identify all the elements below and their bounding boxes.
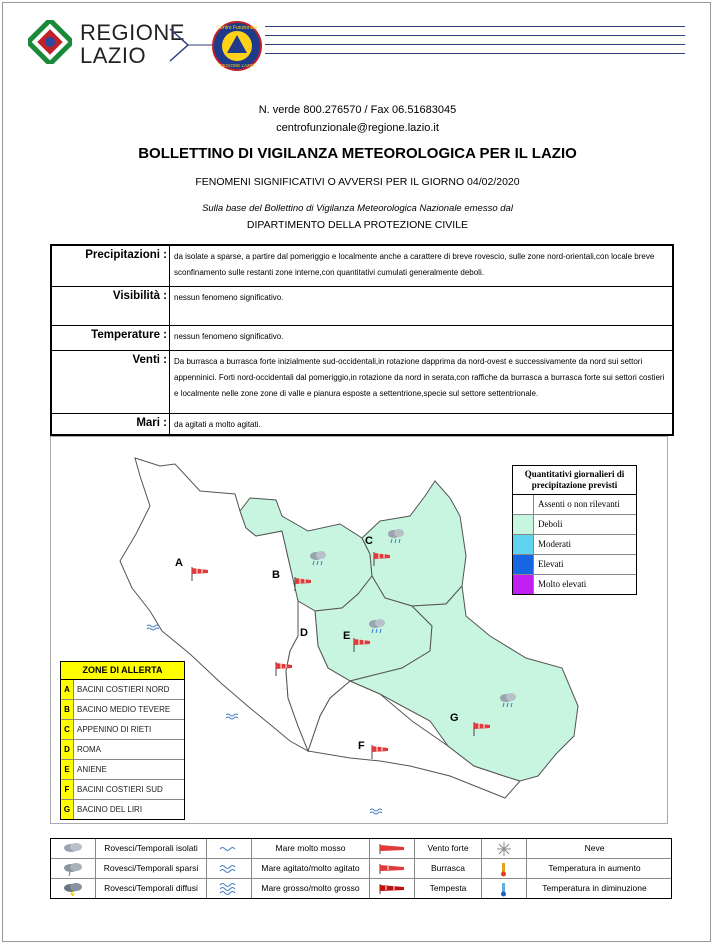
phenomena-row-precipitazioni xyxy=(52,246,672,287)
zone-label-e: E xyxy=(343,630,351,642)
precipitation-legend-item xyxy=(513,535,636,555)
zone-letter: C xyxy=(61,720,74,739)
sea-heavy-icon xyxy=(207,879,252,898)
sea-wave-icon xyxy=(226,714,238,719)
contact-email[interactable]: centrofunzionale@regione.lazio.it xyxy=(276,122,439,134)
regione-lazio-emblem-icon xyxy=(28,20,72,64)
sea-wave-icon xyxy=(147,625,159,630)
bulletin-basis: Sulla base del Bollettino di Vigilanza Meteorologica Nazionale emesso dal xyxy=(202,203,513,214)
zone-letter: E xyxy=(61,760,74,779)
phenomena-label: Temperature : xyxy=(52,326,170,350)
symbol-label: Rovesci/Temporali diffusi xyxy=(96,879,207,898)
zone-letter: D xyxy=(61,740,74,759)
gale-icon xyxy=(370,859,415,878)
department-name: DIPARTIMENTO DELLA PROTEZIONE CIVILE xyxy=(246,219,469,231)
zone-item xyxy=(61,680,184,700)
zone-letter: F xyxy=(61,780,74,799)
sea-rough-icon xyxy=(207,839,252,858)
bulletin-title: BOLLETTINO DI VIGILANZA METEOROLOGICA PER IL LAZIO xyxy=(138,145,577,162)
phenomena-table xyxy=(50,244,674,436)
symbol-label: Rovesci/Temporali sparsi xyxy=(96,859,207,878)
precipitation-level-name: Elevati xyxy=(538,559,564,569)
precipitation-level-name: Moderati xyxy=(538,539,571,549)
zone-label-d: D xyxy=(300,627,308,639)
snow-icon xyxy=(482,839,527,858)
symbol-label: Neve xyxy=(584,843,605,853)
symbols-legend-row xyxy=(51,839,671,859)
zone-item xyxy=(61,800,184,819)
contact-phone: N. verde 800.276570 / Fax 06.51683045 xyxy=(258,104,457,116)
symbol-label: Vento forte xyxy=(415,839,482,858)
alert-zones-title: ZONE DI ALLERTA xyxy=(61,662,184,680)
zone-letter: G xyxy=(61,800,74,819)
scattered-storm-icon xyxy=(51,859,96,878)
alert-zones-legend xyxy=(60,661,185,820)
sea-wave-icon xyxy=(370,809,382,814)
region-name-line1: REGIONE xyxy=(80,20,185,45)
precipitation-legend-item xyxy=(513,555,636,575)
phenomena-row-venti xyxy=(52,351,672,414)
precipitation-level-name: Molto elevati xyxy=(538,579,587,589)
zone-name: ANIENE xyxy=(77,765,107,774)
zone-label-f: F xyxy=(358,740,365,752)
color-swatch xyxy=(513,555,534,574)
isolated-storm-icon xyxy=(51,839,96,858)
symbol-label: Temperatura in aumento xyxy=(548,863,641,873)
widespread-storm-icon xyxy=(51,879,96,898)
symbols-legend-row xyxy=(51,859,671,879)
phenomena-text: Da burrasca a burrasca forte inizialmente sud-occidentali,in rotazione dapprima da nord-ovest e successivamente da nord sui settori appenninici. Forti nord-occidentali dal pomeriggio,in rotazione da nord in serata,con raffiche da burrasca a burrasca forte sui settori costieri e localmente nelle zone zone di valle e pianura esposte a settentrione,specie sul settore settentrionale. xyxy=(174,357,665,398)
region-name-line2: LAZIO xyxy=(80,43,147,68)
symbol-label: Tempesta xyxy=(415,879,482,898)
symbol-label: Temperatura in diminuzione xyxy=(542,883,647,893)
temperature-drop-icon xyxy=(482,879,527,898)
phenomena-row-temperature xyxy=(52,326,672,351)
zone-label-a: A xyxy=(175,557,183,569)
strong-wind-icon xyxy=(370,839,415,858)
zone-name: APPENINO DI RIETI xyxy=(77,725,152,734)
precipitation-level-name: Assenti o non rilevanti xyxy=(538,499,620,509)
precipitation-legend-item xyxy=(513,515,636,535)
color-swatch xyxy=(513,575,534,594)
precipitation-level-name: Deboli xyxy=(538,519,563,529)
svg-text:Centro Funzionale: Centro Funzionale xyxy=(216,25,258,31)
precipitation-legend-item xyxy=(513,495,636,515)
phenomena-text: nessun fenomeno significativo. xyxy=(174,332,284,341)
symbol-label: Mare agitato/molto agitato xyxy=(252,859,370,878)
zone-name: BACINO MEDIO TEVERE xyxy=(77,705,171,714)
temperature-rise-icon xyxy=(482,859,527,878)
phenomena-label: Visibilità : xyxy=(52,287,170,325)
symbol-label: Rovesci/Temporali isolati xyxy=(96,839,207,858)
zone-label-g: G xyxy=(450,712,459,724)
zone-item xyxy=(61,740,184,760)
color-swatch xyxy=(513,495,534,514)
svg-text:REGIONE LAZIO: REGIONE LAZIO xyxy=(219,63,255,68)
centro-funzionale-logo-icon xyxy=(211,20,263,72)
phenomena-label: Precipitazioni : xyxy=(52,246,170,286)
zone-letter: A xyxy=(61,680,74,699)
symbols-legend-row xyxy=(51,879,671,898)
symbol-label: Burrasca xyxy=(415,859,482,878)
phenomena-text: da agitati a molto agitati. xyxy=(174,420,261,429)
zone-letter: B xyxy=(61,700,74,719)
zone-item xyxy=(61,700,184,720)
phenomena-label: Mari : xyxy=(52,414,170,434)
zone-item xyxy=(61,720,184,740)
zone-name: BACINI COSTIERI NORD xyxy=(77,685,170,694)
storm-wind-icon xyxy=(370,879,415,898)
zone-label-c: C xyxy=(365,535,373,547)
bulletin-subtitle: FENOMENI SIGNIFICATIVI O AVVERSI PER IL GIORNO 04/02/2020 xyxy=(195,176,520,188)
zone-item xyxy=(61,780,184,800)
phenomena-label: Venti : xyxy=(52,351,170,413)
zone-item xyxy=(61,760,184,780)
zone-name: BACINI COSTIERI SUD xyxy=(77,785,163,794)
symbol-label: Mare molto mosso xyxy=(252,839,370,858)
precipitation-legend xyxy=(512,465,637,595)
zone-name: ROMA xyxy=(77,745,101,754)
color-swatch xyxy=(513,515,534,534)
phenomena-text: da isolate a sparse, a partire dal pomeriggio e localmente anche a carattere di breve rovescio, sulle zone nord-orientali,con locale breve sconfinamento sulle restanti zone interne,con quantitativi cumulati generalmente deboli. xyxy=(174,252,655,277)
precipitation-legend-item xyxy=(513,575,636,594)
zone-name: BACINO DEL LIRI xyxy=(77,805,143,814)
zone-label-b: B xyxy=(272,569,280,581)
phenomena-row-visibilita xyxy=(52,287,672,326)
phenomena-row-mari xyxy=(52,414,672,434)
symbol-label: Mare grosso/molto grosso xyxy=(252,879,370,898)
sea-very-rough-icon xyxy=(207,859,252,878)
color-swatch xyxy=(513,535,534,554)
header-rule-lines xyxy=(265,26,685,66)
precipitation-legend-title: Quantitativi giornalieri di precipitazione previsti xyxy=(513,466,636,495)
symbols-legend xyxy=(50,838,672,899)
phenomena-text: nessun fenomeno significativo. xyxy=(174,293,284,302)
